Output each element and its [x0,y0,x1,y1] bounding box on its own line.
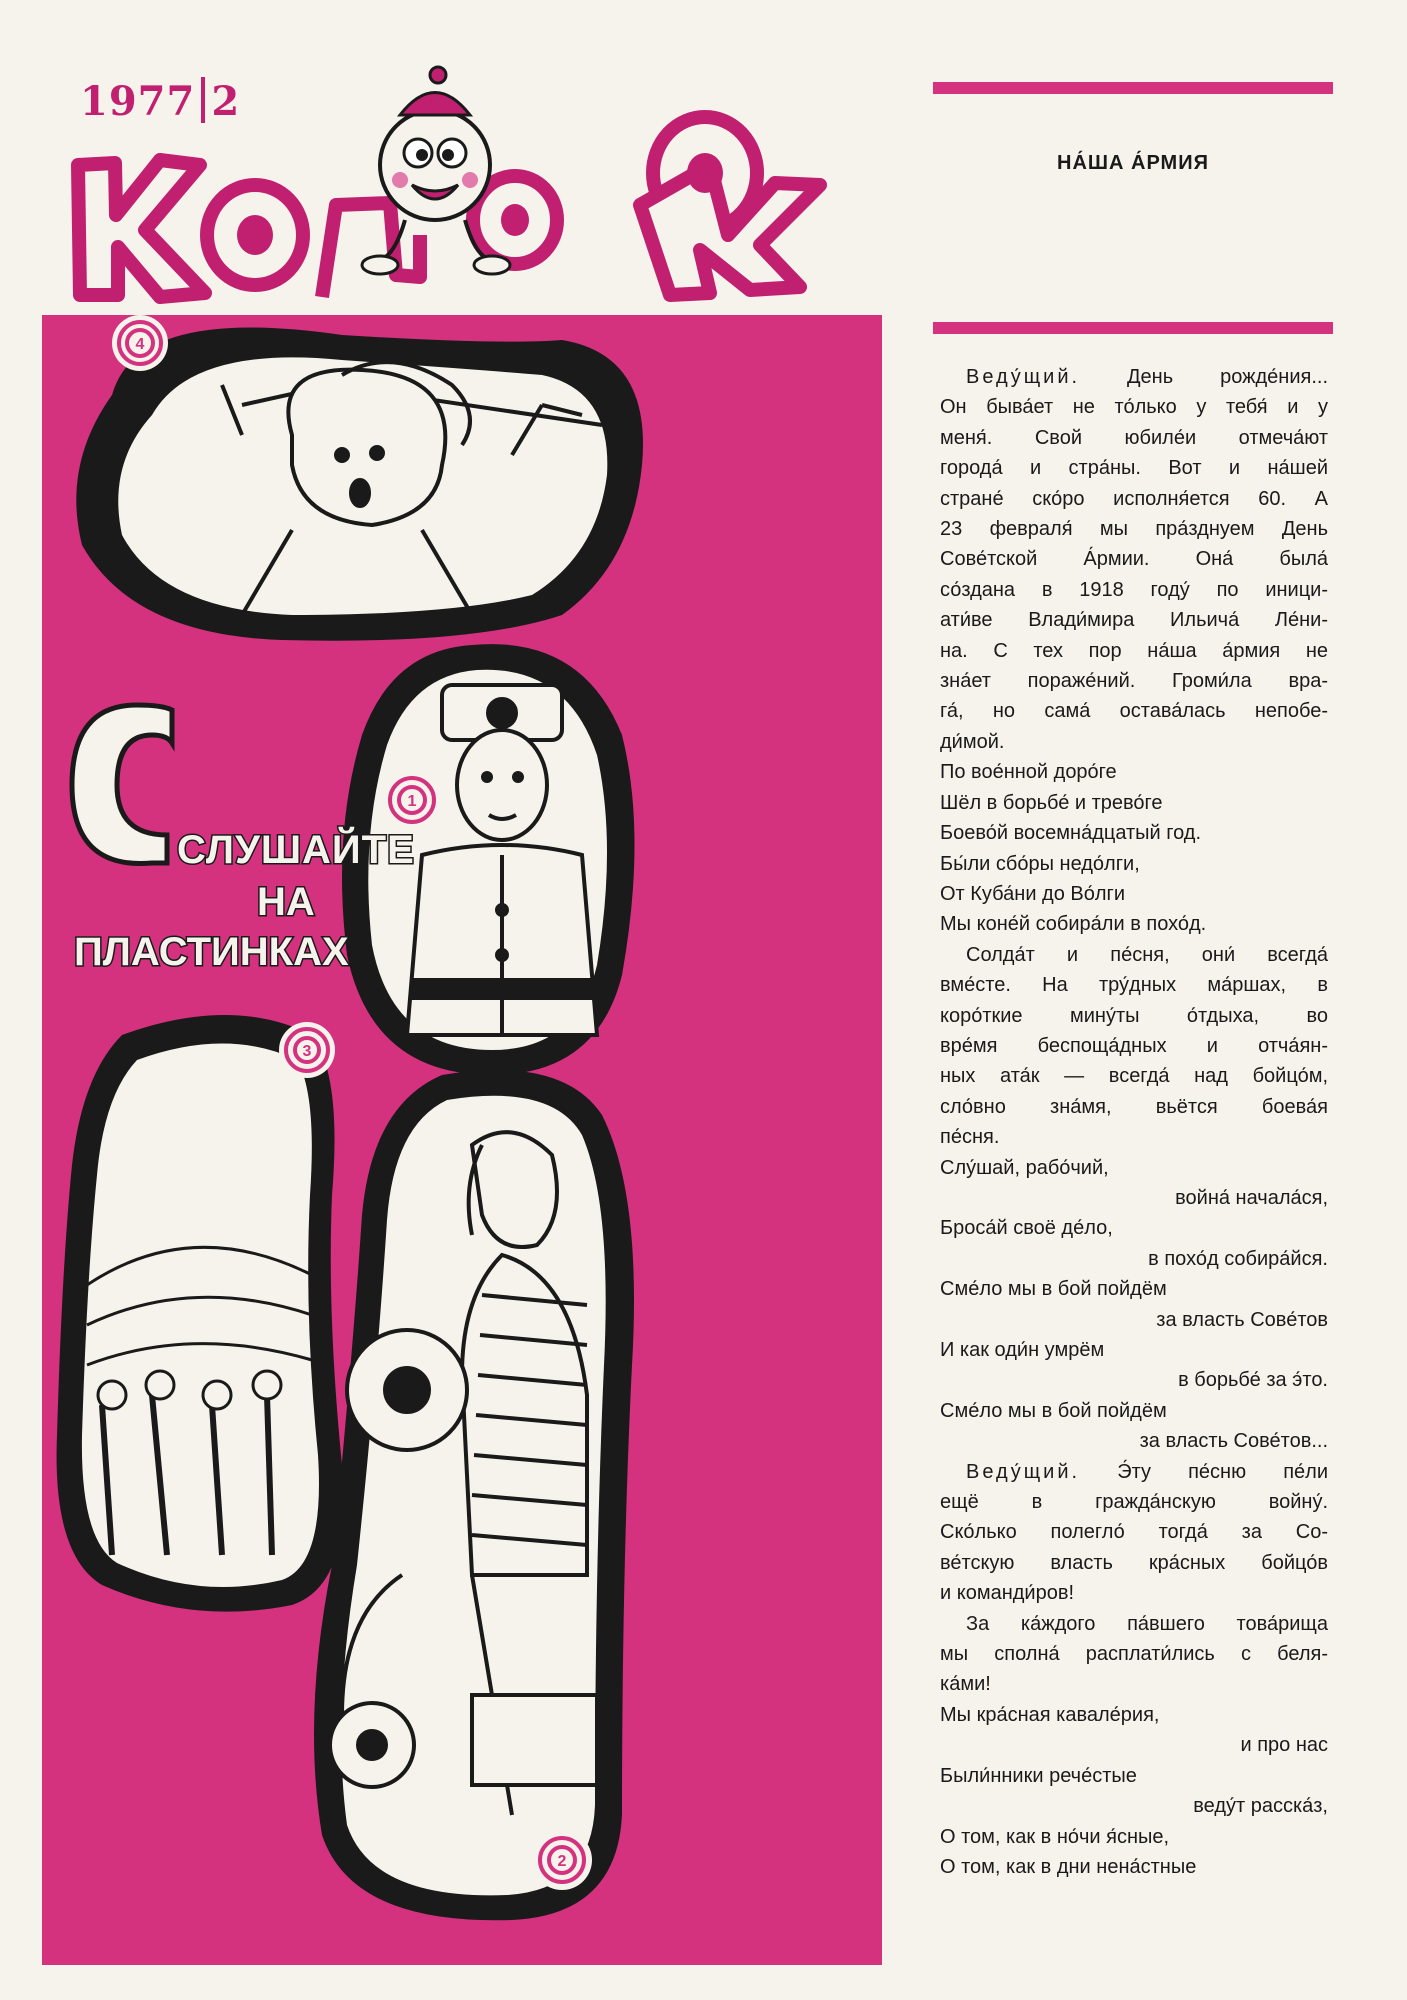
article-line: 23 февраля́ мы пра́зднуем День [940,518,1328,541]
article-line: Солда́т и пе́сня, они́ всегда́ [966,943,1328,966]
verse-line: Мы кра́сная кавале́рия, [940,1703,1160,1726]
article-line: меня́. Свой юбиле́и отмеча́ют [940,426,1328,449]
article-line: Сове́тской А́рмии. Она́ была́ [940,548,1328,571]
badge-number-3: 3 [302,1043,312,1060]
verse-line: Слу́шай, рабо́чий, [940,1156,1109,1179]
article-body [940,362,1328,1882]
article-line-text: День рожде́ния... [1127,366,1328,388]
heading-line3: ПЛАСТИНКАХ [74,930,349,974]
verse-line: Бы́ли сбо́ры недо́лги, [940,852,1140,875]
issue-number: 2 [211,78,241,125]
verse-line: Боево́й восемна́дцатый год. [940,822,1202,845]
article-line: ати́ве Влади́мира Ильича́ Ле́ни- [940,609,1328,632]
verse-line: в борьбе́ за э́то. [1178,1369,1328,1392]
article-line: пе́сня. [940,1126,1000,1149]
verse-line: От Куба́ни до Во́лги [940,882,1125,905]
article-line: га́, но сама́ остава́лась непобе- [940,700,1328,723]
top-rule [933,82,1333,94]
article-line: со́здана в 1918 году́ по иници- [940,578,1328,601]
article-line: За ка́ждого па́вшего това́рища [966,1612,1328,1635]
verse-line: веду́т расска́з, [1193,1795,1328,1818]
article-line: и команди́ров! [940,1582,1075,1605]
paragraph-4 [940,1609,1328,1700]
article-line: мы сполна́ расплати́лись с беля- [940,1643,1328,1666]
article-line: коро́ткие мину́ты о́тдыха, во [940,1004,1328,1027]
verse-line: И как оди́н умрём [940,1339,1105,1361]
issue-year: 1977 [80,78,196,125]
article-line: города́ и стра́ны. Вот и на́шей [940,457,1328,480]
article-line [940,362,1328,392]
article-line: сло́вно зна́мя, вьётся боева́я [940,1095,1328,1118]
verse-line: Броса́й своё де́ло, [940,1217,1113,1240]
middle-rule [933,322,1333,334]
article-line: вре́мя беспоща́дных и отча́ян- [940,1034,1328,1057]
article-line: ещё в гражда́нскую войну́. [940,1491,1328,1514]
verse-line: и про нас [1240,1734,1328,1757]
speaker-label: Веду́щий. [966,366,1081,388]
badge-number-1: 1 [407,793,417,810]
verse-1 [940,757,1328,939]
verse-line: война́ начала́ся, [1175,1186,1328,1209]
verse-line: за власть Сове́тов [1156,1308,1328,1331]
verse-line: О том, как в но́чи я́сные, [940,1825,1170,1848]
article-line: Ско́лько полегло́ тогда́ за Со- [940,1521,1328,1544]
illustration-panel [42,315,882,1965]
verse-line: Шёл в борьбе́ и трево́ге [940,791,1163,814]
verse-line: О том, как в дни нена́стные [940,1855,1197,1878]
verse-3 [940,1700,1328,1882]
verse-line: Мы коне́й собира́ли в похо́д. [940,913,1207,936]
article-line: зна́ет пораже́ний. Громи́ла вра- [940,670,1328,693]
verse-2 [940,1153,1328,1457]
article-line: на. С тех пор на́ша а́рмия не [940,639,1328,662]
verse-line: в похо́д собира́йся. [1148,1247,1328,1270]
paragraph-3 [940,1457,1328,1609]
badge-number-4: 4 [135,336,145,353]
article-line-text: Э́ту пе́сню пе́ли [1117,1460,1328,1483]
article-line: Он быва́ет не то́лько у тебя́ и у [940,396,1328,419]
article-line: ди́мой. [940,730,1005,753]
article-line: ве́тскую власть кра́сных бойцо́в [940,1551,1328,1574]
verse-line: Сме́ло мы в бой пойдём [940,1399,1167,1422]
article-line: стране́ ско́ро исполня́ется 60. А [940,487,1328,510]
article-line: вме́сте. На тру́дных ма́ршах, в [940,974,1328,997]
issue-label [80,77,240,125]
article-title: НА́ША А́РМИЯ [1057,152,1209,174]
article-line: ных ата́к — всегда́ над бойцо́м, [940,1065,1328,1088]
paragraph-2 [940,940,1328,1153]
heading-line1: СЛУШАЙТЕ [177,828,415,872]
article-line: ка́ми! [940,1673,991,1696]
speaker-label: Веду́щий. [966,1460,1081,1483]
heading-line2: НА [257,880,315,924]
heading-lettering [72,705,172,864]
verse-line: Были́нники рече́стые [940,1764,1137,1787]
article-line [940,1457,1328,1487]
verse-line: Сме́ло мы в бой пойдём [940,1278,1167,1301]
issue-separator [201,77,205,123]
panel-artwork [42,315,882,1965]
verse-line: за власть Сове́тов... [1139,1430,1328,1453]
masthead [60,55,920,305]
verse-line: По вое́нной доро́ге [940,761,1117,784]
badge-number-2: 2 [557,1853,567,1870]
